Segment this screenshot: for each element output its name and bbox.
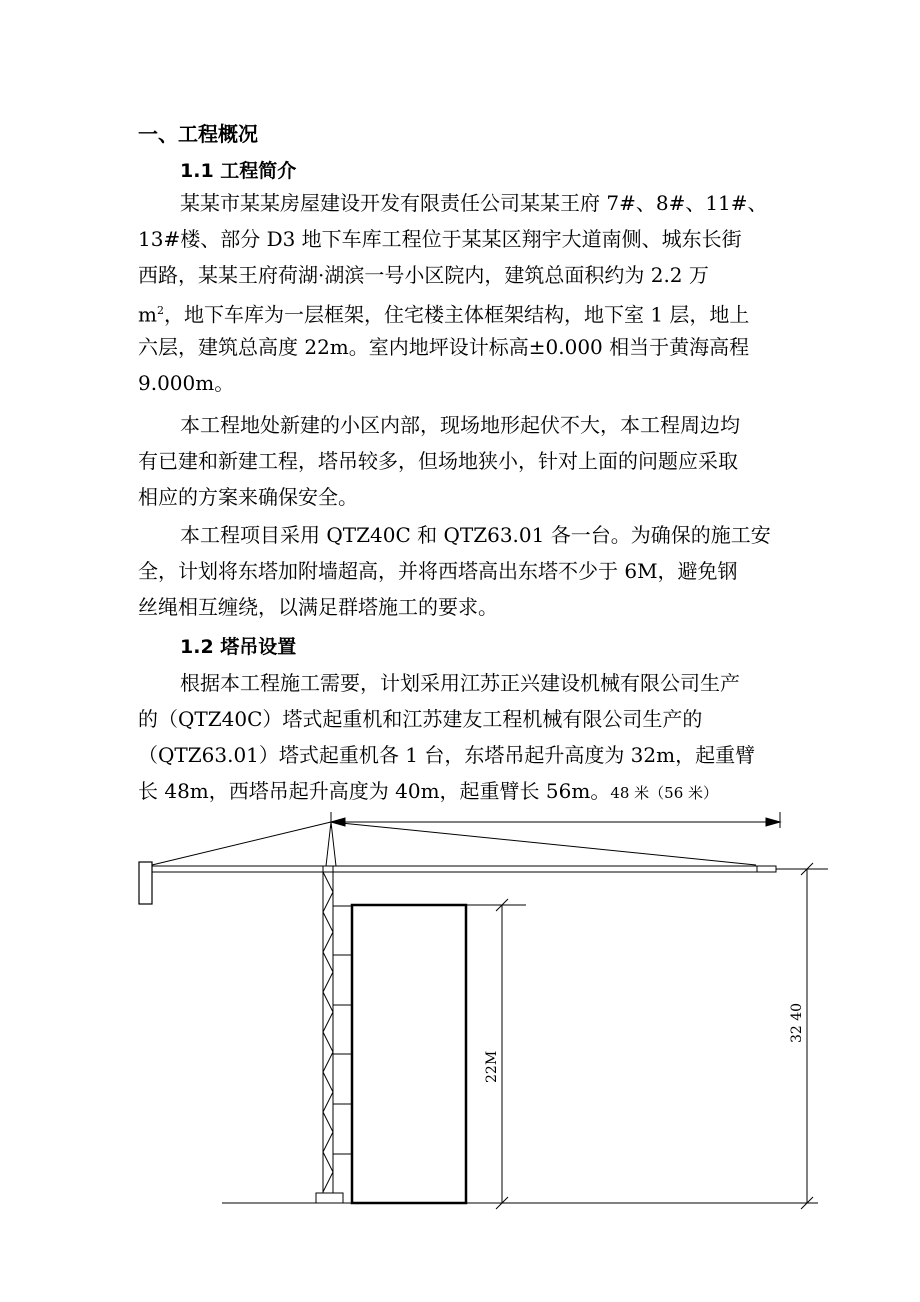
jib-dim-arrow-right — [766, 818, 780, 826]
paragraph-4-line-1: 根据本工程施工需要，计划采用江苏正兴建设机械有限公司生产 — [180, 671, 740, 695]
mast-brace — [323, 1032, 333, 1052]
building-height-label: 22M — [484, 1050, 500, 1083]
mast-brace — [323, 1132, 333, 1152]
paragraph-1-line-3: 西路，某某王府荷湖·湖滨一号小区院内，建筑总面积约为 2.2 万 — [138, 263, 709, 287]
lift-height-label: 32 40 — [789, 1002, 805, 1043]
back-tie-rope — [152, 822, 331, 865]
mast-brace — [323, 1112, 333, 1132]
mast-apex-right — [331, 822, 336, 866]
mast-brace — [323, 972, 333, 992]
paragraph-4-line-4-text: 长 48m，西塔吊起升高度为 40m，起重臂长 56m。 — [138, 779, 611, 803]
mast-lattice — [323, 866, 352, 1193]
mast-brace — [323, 1092, 333, 1112]
mast-brace — [323, 1152, 333, 1172]
mast-apex-left — [326, 822, 331, 866]
counterweight-block — [139, 862, 152, 904]
mast-brace — [323, 892, 333, 912]
mast-brace — [323, 952, 333, 972]
mast-brace — [323, 1052, 333, 1072]
paragraph-3-line-3: 丝绳相互缠绕，以满足群塔施工的要求。 — [138, 595, 498, 619]
mast-brace — [323, 1012, 333, 1032]
paragraph-3-line-2: 全，计划将东塔加附墙超高，并将西塔高出东塔不少于 6M，避免钢 — [138, 559, 738, 583]
mast-brace — [323, 932, 333, 952]
mast-footing — [316, 1193, 343, 1203]
paragraph-3-line-1: 本工程项目采用 QTZ40C 和 QTZ63.01 各一台。为确保的施工安 — [180, 523, 771, 547]
paragraph-1-line-4-text: ，地下车库为一层框架，住宅楼主体框架结构，地下室 1 层，地上 — [163, 302, 750, 327]
paragraph-1-line-6: 9.000m。 — [138, 371, 235, 395]
jib-dim-arrow-left — [331, 818, 345, 826]
mast-brace — [323, 1072, 333, 1092]
subsection-heading-1: 1.1 工程简介 — [180, 160, 297, 182]
mast-brace — [323, 1172, 333, 1192]
paragraph-4-line-3: （QTZ63.01）塔式起重机各 1 台，东塔吊起升高度为 32m，起重臂 — [138, 743, 756, 767]
unit-m: m — [138, 302, 157, 327]
jib-length-label: 48 米（56 米） — [610, 784, 719, 802]
paragraph-1-line-5: 六层，建筑总高度 22m。室内地坪设计标高±0.000 相当于黄海高程 — [138, 335, 750, 359]
paragraph-4-line-2: 的（QTZ40C）塔式起重机和江苏建友工程机械有限公司生产的 — [138, 707, 703, 731]
paragraph-1-line-2: 13#楼、部分 D3 地下车库工程位于某某区翔宇大道南侧、城东长街 — [138, 227, 742, 251]
building-outline — [352, 905, 466, 1203]
superscript-2: 2 — [156, 304, 164, 317]
paragraph-2-line-3: 相应的方案来确保安全。 — [138, 485, 358, 509]
mast-brace — [323, 992, 333, 1012]
paragraph-1-line-1: 某某市某某房屋建设开发有限责任公司某某王府 7#、8#、11#、 — [180, 191, 768, 215]
mast-brace — [323, 912, 333, 932]
front-tie-rope — [331, 822, 756, 865]
jib-tip — [757, 866, 776, 872]
paragraph-2-line-2: 有已建和新建工程，塔吊较多，但场地狭小，针对上面的问题应采取 — [138, 449, 738, 473]
mast-brace — [323, 872, 333, 892]
section-heading: 一、工程概况 — [138, 122, 258, 146]
subsection-heading-2: 1.2 塔吊设置 — [180, 636, 297, 658]
paragraph-2-line-1: 本工程地处新建的小区内部，现场地形起伏不大，本工程周边均 — [180, 413, 740, 437]
